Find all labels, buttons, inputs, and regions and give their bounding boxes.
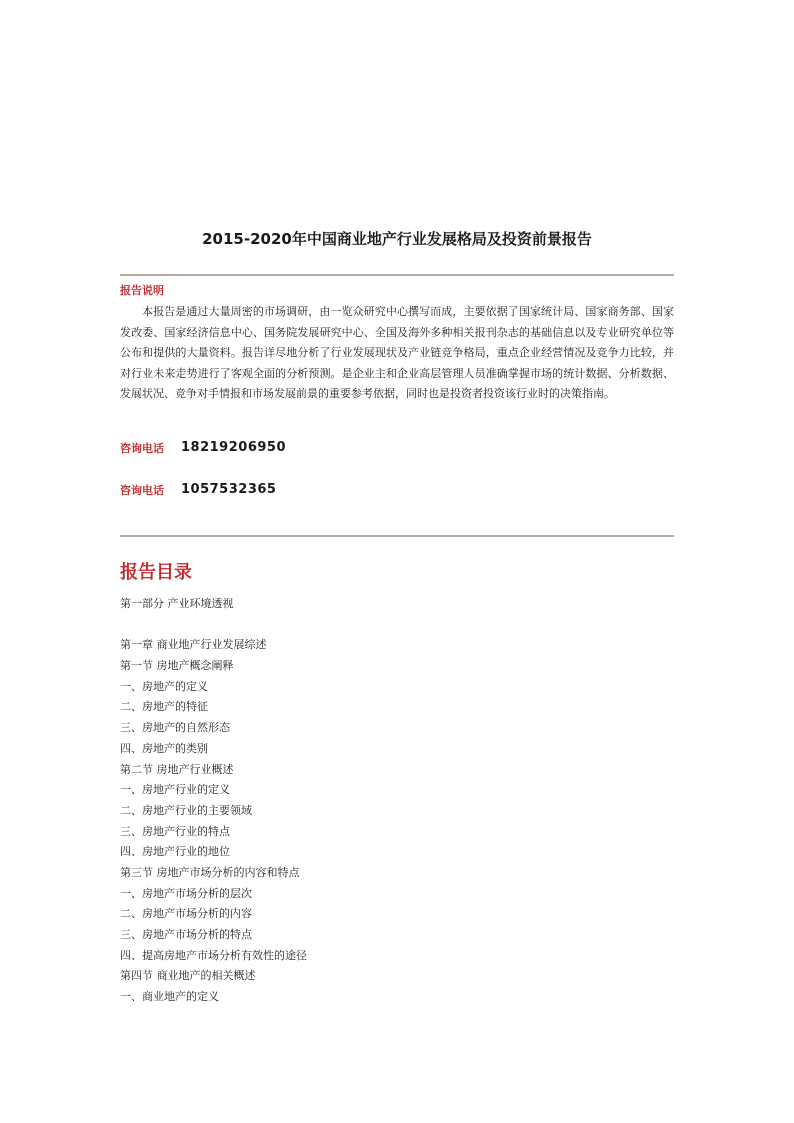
- contact-label: 咨询电话: [120, 483, 164, 497]
- toc-item: 第一章 商业地产行业发展综述: [120, 638, 267, 652]
- toc-item: 第四节 商业地产的相关概述: [120, 969, 256, 983]
- middle-divider: [120, 535, 674, 537]
- toc-heading: 报告目录: [120, 562, 192, 583]
- description-label: 报告说明: [120, 284, 164, 297]
- toc-item: 二、房地产市场分析的内容: [120, 907, 252, 921]
- toc-item: 第一部分 产业环境透视: [120, 597, 234, 610]
- contact-number: 18219206950: [181, 440, 286, 455]
- toc-item: 二、房地产行业的主要领域: [120, 803, 252, 817]
- toc-item: 一、房地产行业的定义: [120, 783, 230, 797]
- toc-item: 二、房地产的特征: [120, 700, 208, 714]
- toc-item: 一、房地产的定义: [120, 679, 208, 693]
- toc-item: 四、提高房地产市场分析有效性的途径: [120, 948, 307, 962]
- contact-row-2: [120, 479, 276, 499]
- report-description: 本报告是通过大量周密的市场调研，由一览众研究中心撰写而成，主要依据了国家统计局、国家商务部、国家发改委、国家经济信息中心、国务院发展研究中心、全国及海外多种相关报刊杂志的基础信息以及专业研究单位等公布和提供的大量资料。报告详尽地分析了行业发展现状及产业链竞争格局，重点企业经营情况及竞争力比较，并对行业未来走势进行了客观全面的分析预测。是企业主和企业高层管理人员准确掌握市场的统计数据、分析数据、发展状况、竞争对手情报和市场发展前景的重要参考依据，同时也是投资者投资该行业时的决策指南。: [120, 305, 674, 401]
- contact-label: 咨询电话: [120, 441, 164, 455]
- toc-item: 一、房地产市场分析的层次: [120, 886, 252, 900]
- top-divider: [120, 274, 674, 276]
- toc-item: 第一节 房地产概念阐释: [120, 659, 234, 673]
- contact-row-1: [120, 437, 286, 457]
- toc-item: [120, 615, 674, 636]
- toc-item: 三、房地产行业的特点: [120, 824, 230, 838]
- toc-item: 三、房地产的自然形态: [120, 721, 230, 735]
- toc-item: 第三节 房地产市场分析的内容和特点: [120, 865, 300, 879]
- contact-number: 1057532365: [181, 482, 277, 497]
- report-title: 2015-2020年中国商业地产行业发展格局及投资前景报告: [202, 230, 592, 248]
- toc-item: 四、房地产行业的地位: [120, 845, 230, 859]
- table-of-contents: [120, 594, 674, 1008]
- toc-item: 第二节 房地产行业概述: [120, 762, 234, 776]
- toc-item: 三、房地产市场分析的特点: [120, 928, 252, 941]
- toc-item: 一、商业地产的定义: [120, 990, 219, 1004]
- toc-item: 四、房地产的类别: [120, 741, 208, 755]
